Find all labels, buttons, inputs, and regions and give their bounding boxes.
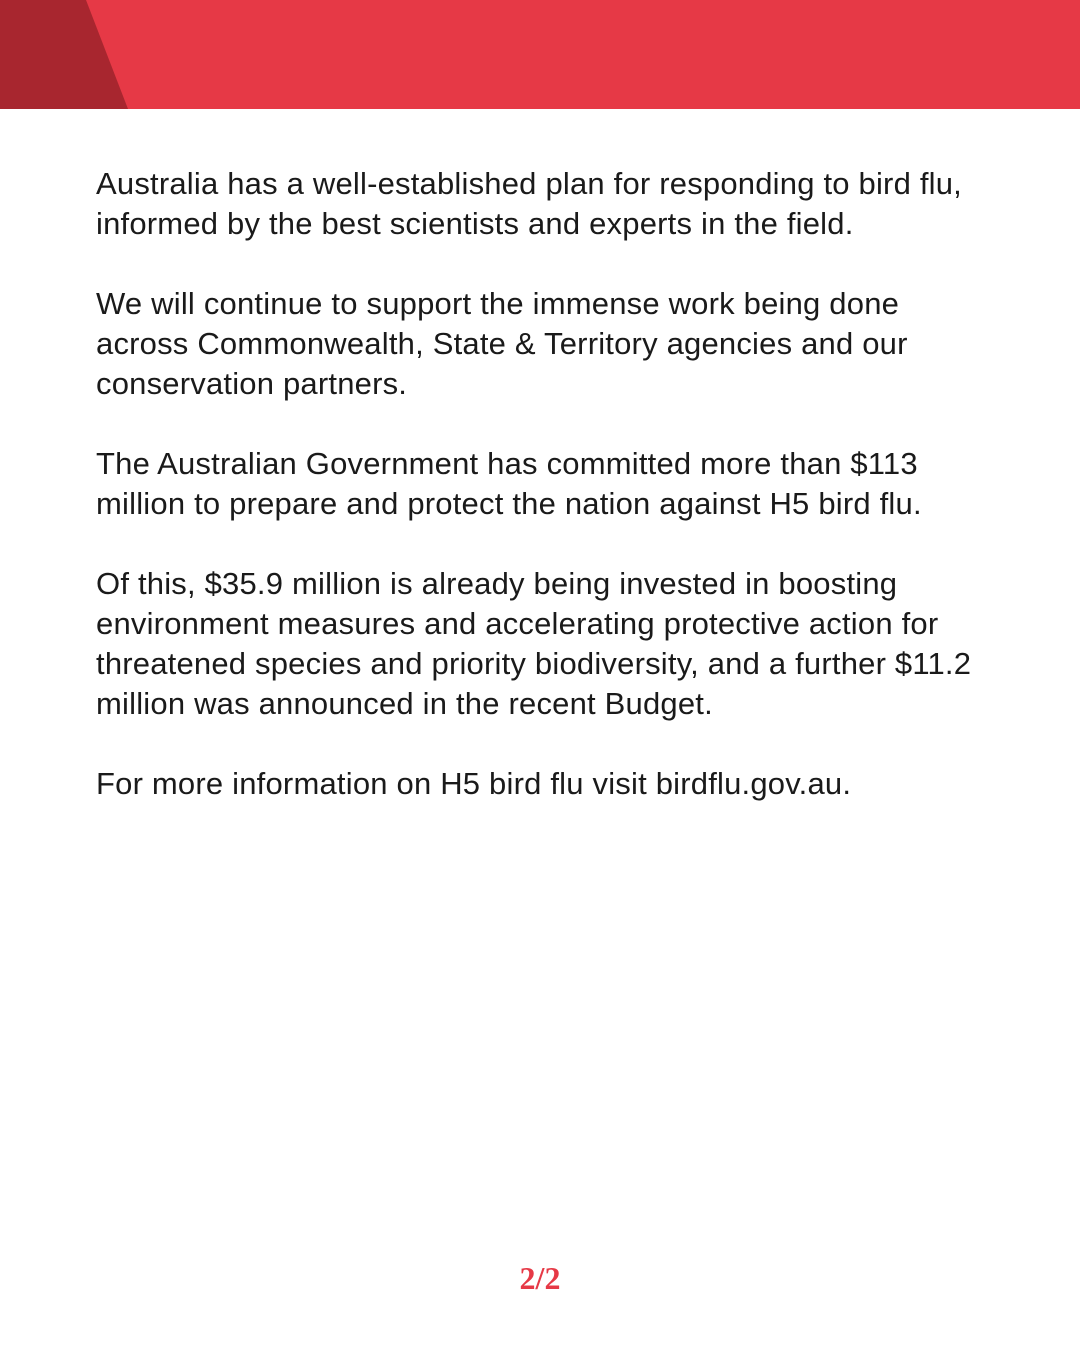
- header-band: [0, 0, 1080, 109]
- post-body: [96, 164, 996, 844]
- page-indicator: 2/2: [519, 1260, 561, 1296]
- paragraph-more-info: For more information on H5 bird flu visit birdflu.gov.au.: [96, 766, 852, 801]
- paragraph-support: We will continue to support the immense work being done across Commonwealth, State & Territory agencies and our conservation partners.: [96, 286, 908, 401]
- paragraph-plan: Australia has a well-established plan for responding to bird flu, informed by the best scientists and experts in the field.: [96, 166, 962, 241]
- paragraph-investment: Of this, $35.9 million is already being invested in boosting environment measures and accelerating protective action for threatened species and priority biodiversity, and a further $11.2 million was announced in the recent Budget.: [96, 566, 972, 721]
- header-accent-shape: [0, 0, 130, 109]
- paragraph-funding: The Australian Government has committed more than $113 million to prepare and protect the nation against H5 bird flu.: [96, 446, 922, 521]
